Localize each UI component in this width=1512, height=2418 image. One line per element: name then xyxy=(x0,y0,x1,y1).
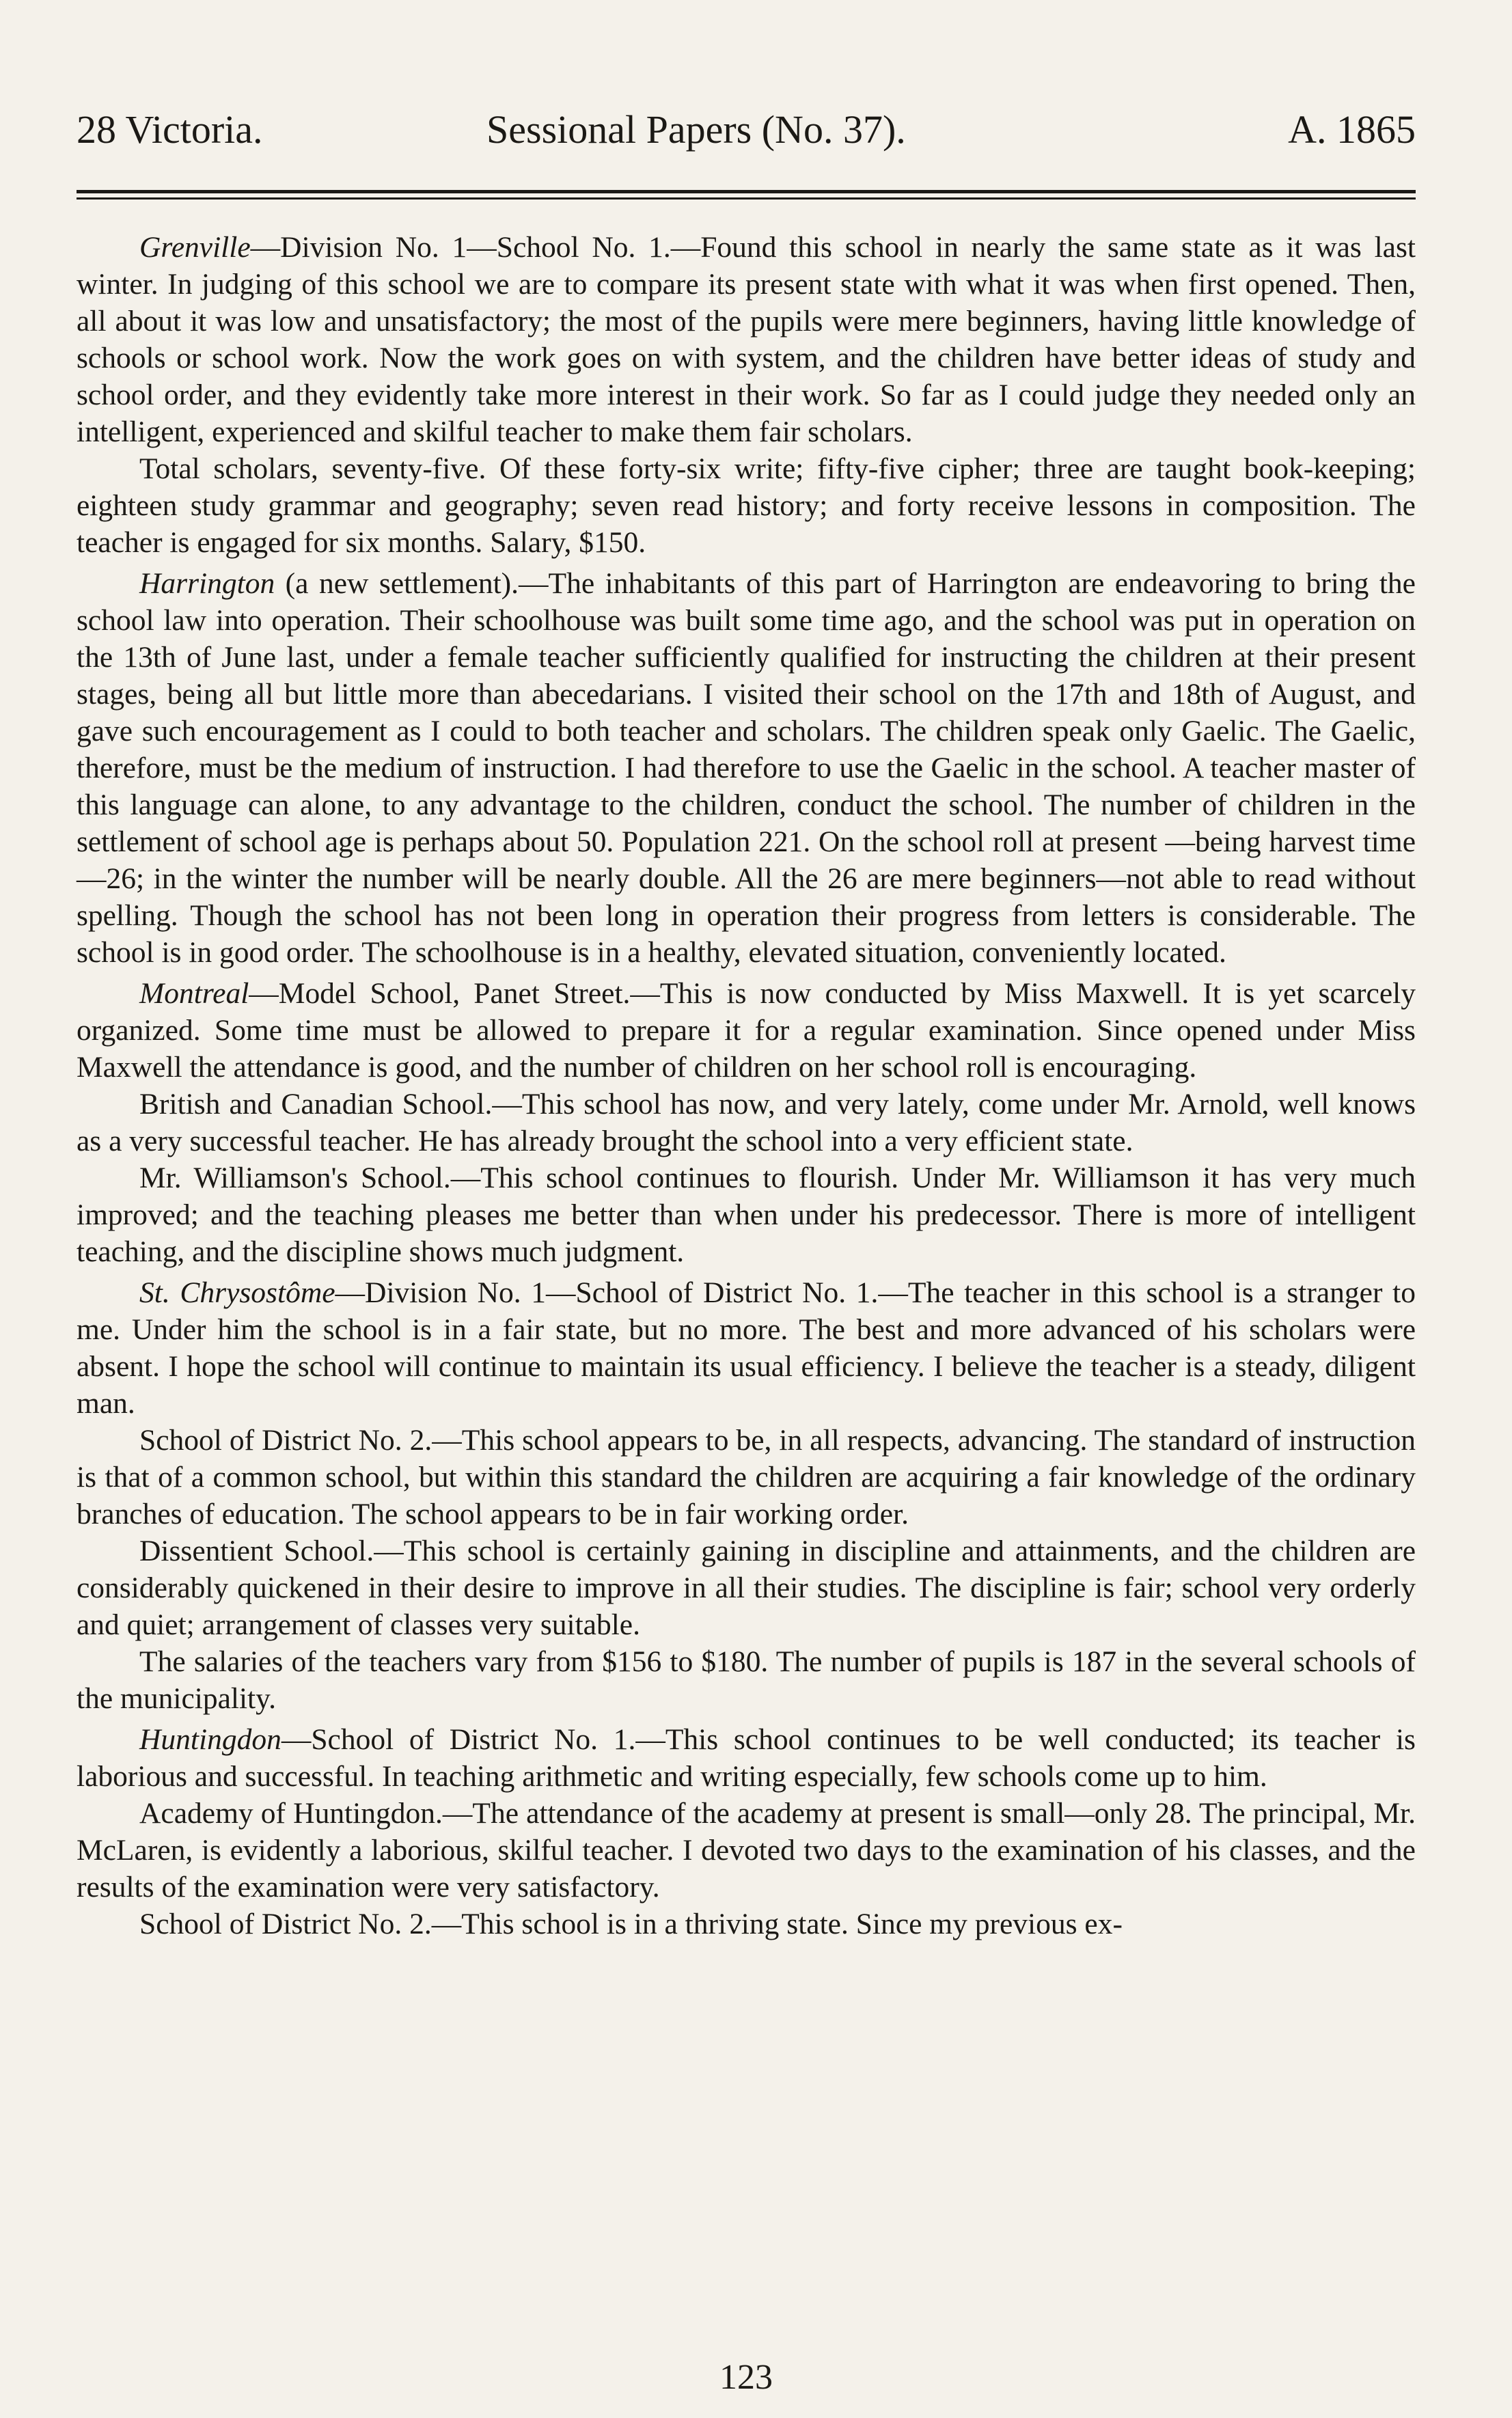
report-body xyxy=(77,229,1416,1942)
paragraph-text: Total scholars, seventy-five. Of these forty-six write; fifty-five cipher; three are taught book-keeping; eighteen study grammar and geography; seven read history; and forty receive lessons in composition. The teacher is engaged for six months. Salary, $150. xyxy=(77,452,1416,559)
paragraph-text: —Division No. 1—School of District No. 1.—The teacher in this school is a stranger to me. Under him the school is in a fair state, but no more. The best and more advanced of his scholars were absent. I hope the school will continue to maintain its usual efficiency. I believe the teacher is a steady, diligent man. xyxy=(77,1276,1416,1420)
page-number: 123 xyxy=(719,2358,773,2397)
paragraph-text: School of District No. 2.—This school is in a thriving state. Since my previous ex- xyxy=(139,1908,1123,1940)
paragraph-text: School of District No. 2.—This school appears to be, in all respects, advancing. The standard of instruction is that of a common school, but within this standard the children are acquiring a fair knowledge of the ordinary branches of education. The school appears to be in fair working order. xyxy=(77,1424,1416,1530)
paragraph-dissentient xyxy=(77,1533,1416,1643)
paragraph-montreal xyxy=(77,975,1416,1086)
paragraph-st-chrysostome xyxy=(77,1274,1416,1422)
place-heading: Grenville xyxy=(139,231,251,264)
header-year: A. 1865 xyxy=(1288,107,1416,152)
paragraph-salaries xyxy=(77,1643,1416,1717)
paragraph-text: The salaries of the teachers vary from $156 to $180. The number of pupils is 187 in the several schools of the municipality. xyxy=(77,1645,1416,1715)
place-heading: St. Chrysostôme xyxy=(139,1276,335,1309)
document-page xyxy=(77,0,1416,2418)
place-heading: Harrington xyxy=(139,567,275,600)
paragraph-text: British and Canadian School.—This school has now, and very lately, come under Mr. Arnold, well knows as a very successful teacher. He has already brought the school into a very efficient state. xyxy=(77,1088,1416,1157)
paragraph-text: —Model School, Panet Street.—This is now conducted by Miss Maxwell. It is yet scarcely organized. Some time must be allowed to prepare it for a regular examination. Since opened under Miss Maxwell the attendance is good, and the number of children on her school roll is encouraging. xyxy=(77,977,1416,1084)
paragraph-text: Dissentient School.—This school is certainly gaining in discipline and attainments, and the children are considerably quickened in their desire to improve in all their studies. The discipline is fair; school very orderly and quiet; arrangement of classes very suitable. xyxy=(77,1535,1416,1641)
header-title: Sessional Papers (No. 37). xyxy=(486,107,906,152)
paragraph-huntingdon xyxy=(77,1721,1416,1795)
paragraph-text: —School of District No. 1.—This school continues to be well conducted; its teacher is laborious and successful. In teaching arithmetic and writing especially, few schools come up to him. xyxy=(77,1723,1416,1793)
paragraph-text: Mr. Williamson's School.—This school continues to flourish. Under Mr. Williamson it has very much improved; and the teaching pleases me better than when under his predecessor. There is more of intelligent teaching, and the discipline shows much judgment. xyxy=(77,1162,1416,1268)
paragraph-text: (a new settlement).—The inhabitants of this part of Harrington are endeavoring to bring the school law into operation. Their schoolhouse was built some time ago, and the school was put in operation on the 13th of June last, under a female teacher sufficiently qualified for instructing the children at their present stages, being all but little more than abecedarians. I visited their school on the 17th and 18th of August, and gave such encouragement as I could to both teacher and scholars. The children speak only Gaelic. The Gaelic, therefore, must be the medium of instruction. I had therefore to use the Gaelic in the school. A teacher master of this language can alone, to any advantage to the children, conduct the school. The number of children in the settlement of school age is perhaps about 50. Population 221. On the school roll at present —being harvest time—26; in the winter the number will be nearly double. All the 26 are mere beginners—not able to read without spelling. Though the school has not been long in operation their progress from letters is considerable. The school is in good order. The schoolhouse is in a healthy, elevated situation, conveniently located. xyxy=(77,567,1416,969)
header-double-rule xyxy=(77,190,1416,200)
paragraph-british-canadian xyxy=(77,1086,1416,1159)
paragraph-text: —Division No. 1—School No. 1.—Found this school in nearly the same state as it was last winter. In judging of this school we are to compare its present state with what it was when first opened. Then, all about it was low and unsatisfactory; the most of the pupils were mere beginners, having little knowledge of schools or school work. Now the work goes on with system, and the children have better ideas of study and school order, and they evidently take more interest in their work. So far as I could judge they needed only an intelligent, experienced and skilful teacher to make them fair scholars. xyxy=(77,231,1416,448)
place-heading: Huntingdon xyxy=(139,1723,281,1756)
paragraph-district-2 xyxy=(77,1422,1416,1533)
paragraph-text: Academy of Huntingdon.—The attendance of the academy at present is small—only 28. The principal, Mr. McLaren, is evidently a laborious, skilful teacher. I devoted two days to the examination of his classes, and the results of the examination were very satisfactory. xyxy=(77,1797,1416,1904)
header-session: 28 Victoria. xyxy=(77,107,263,152)
paragraph-total-scholars xyxy=(77,450,1416,561)
paragraph-grenville xyxy=(77,229,1416,450)
place-heading: Montreal xyxy=(139,977,249,1010)
paragraph-district-2-huntingdon xyxy=(77,1906,1416,1942)
paragraph-academy xyxy=(77,1795,1416,1906)
running-header xyxy=(77,102,1416,157)
paragraph-williamson xyxy=(77,1159,1416,1270)
paragraph-harrington xyxy=(77,565,1416,971)
